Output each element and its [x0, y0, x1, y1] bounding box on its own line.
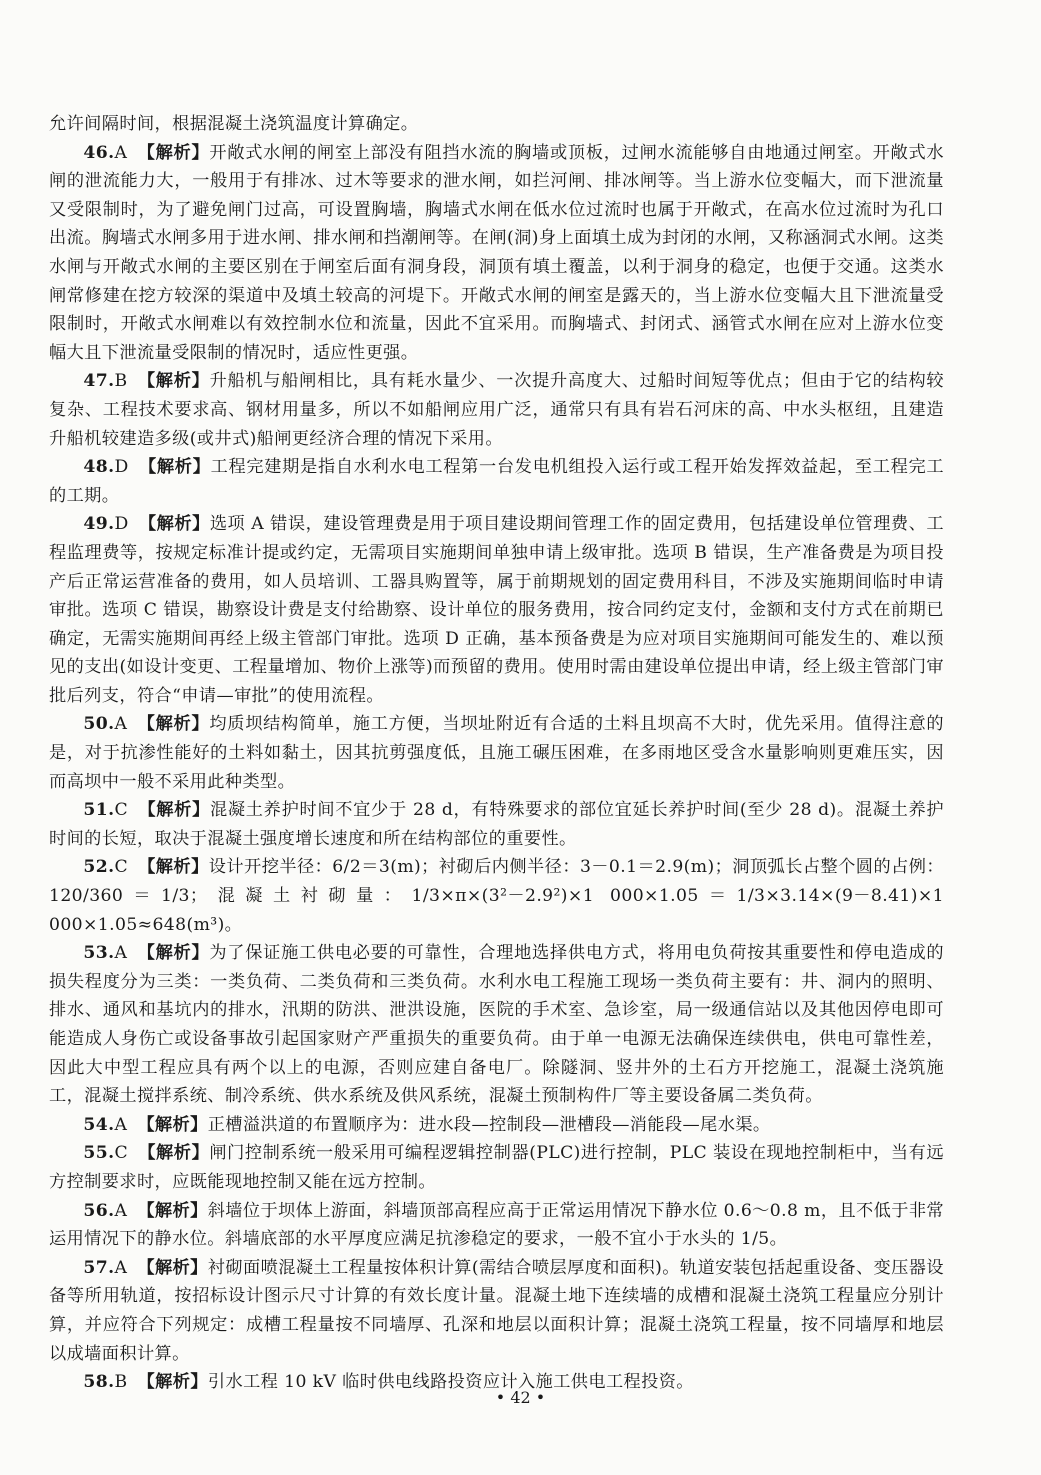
analysis-tag [139, 457, 211, 477]
analysis-bracket-open: 【 [137, 1372, 156, 1393]
analysis-bracket-open: 【 [138, 857, 156, 878]
answer-letter: D [114, 457, 129, 478]
analysis-bracket-open: 【 [138, 457, 157, 478]
question-number: 55. [83, 1143, 115, 1164]
question-number: 52. [83, 857, 115, 878]
analysis-label: 解析 [156, 1143, 192, 1164]
answer-item [49, 1254, 944, 1368]
analysis-tag [138, 800, 210, 820]
explanation-text: 正槽溢洪道的布置顺序为：进水段—控制段—泄槽段—消能段—尾水渠。 [207, 1114, 771, 1135]
explanation-text: 为了保证施工供电必要的可靠性，合理地选择供电方式，将用电负荷按其重要性和停电造成的损失程度分为三类：一类负荷、二类负荷和三类负荷。水利水电工程施工现场一类负荷主要有：井、洞内的照明、排水、通风和基坑内的排水，汛期的防洪、泄洪设施，医院的手术室、急诊室，局一级通信站以及其他因停电即可能造成人身伤亡或设备事故引起国家财产严重损失的重要负荷。由于单一电源无法确保连续供电，供电可靠性差，因此大中型工程应具有两个以上的电源，否则应建自备电厂。除隧洞、竖井外的土石方开挖施工，混凝土浇筑施工，混凝土搅拌系统、制冷系统、供水系统及供风系统，混凝土预制构件厂等主要设备属二类负荷。 [49, 943, 944, 1107]
intro-line: 允许间隔时间，根据混凝土浇筑温度计算确定。 [49, 114, 419, 134]
answer-item [49, 796, 944, 853]
analysis-tag [138, 857, 209, 877]
analysis-tag [137, 143, 209, 163]
answer-letter: A [114, 943, 128, 964]
analysis-bracket-close: 】 [191, 371, 210, 392]
analysis-label: 解析 [156, 514, 193, 535]
analysis-bracket-open: 【 [138, 1143, 157, 1164]
explanation-text: 设计开挖半径：6/2＝3(m)；衬砌后内侧半径：3－0.1＝2.9(m)；洞顶弧长占整个圆的占例：120/360＝1/3；混凝土衬砌量：1/3×π×(3²－2.9²)×1 000×1.05＝1/3×3.14×(9－8.41)×1 000×1.05≈648(m³)。 [49, 857, 944, 935]
answer-item [49, 853, 944, 939]
analysis-label: 解析 [155, 857, 192, 878]
answer-letter: D [114, 514, 129, 535]
answer-letter: B [114, 1372, 128, 1393]
answer-item [49, 367, 944, 453]
question-number: 49. [83, 514, 115, 535]
answer-letter: C [114, 1143, 129, 1164]
analysis-label: 解析 [155, 714, 192, 735]
question-number: 58. [83, 1372, 115, 1393]
answer-letter: A [114, 714, 128, 735]
analysis-label: 解析 [156, 800, 193, 821]
analysis-bracket-close: 】 [191, 714, 210, 735]
analysis-label: 解析 [156, 457, 193, 478]
analysis-bracket-close: 】 [191, 857, 209, 878]
question-number: 50. [83, 714, 115, 735]
explanation-text: 选项 A 错误，建设管理费是用于项目建设期间管理工作的固定费用，包括建设单位管理费、工程监理费等，按规定标准计提或约定，无需项目实施期间单独申请上级审批。选项 B 错误，生产准备费是为项目投产后正常运营准备的费用，如人员培训、工器具购置等，属于前期规划的固定费用科目，不涉及实施期间临时申请审批。选项 C 错误，勘察设计费是支付给勘察、设计单位的服务费用，按合同约定支付，金额和支付方式在前期已确定，无需实施期间再经上级主管部门审批。选项 D 正确，基本预备费是为应对项目实施期间可能发生的、难以预见的支出(如设计变更、工程量增加、物价上涨等)而预留的费用。使用时需由建设单位提出申请，经上级主管部门审批后列支，符合“申请—审批”的使用流程。 [49, 514, 944, 706]
question-number: 46. [83, 142, 115, 163]
question-number: 47. [83, 371, 115, 392]
analysis-tag [137, 1115, 207, 1135]
analysis-bracket-close: 】 [190, 1200, 208, 1221]
analysis-bracket-open: 【 [137, 142, 156, 163]
answer-item [49, 710, 944, 796]
answer-letter: A [114, 142, 128, 163]
analysis-bracket-close: 】 [191, 142, 210, 163]
analysis-label: 解析 [154, 1114, 191, 1135]
answer-item [49, 1111, 944, 1140]
question-number: 51. [83, 800, 115, 821]
analysis-bracket-open: 【 [137, 1257, 155, 1278]
question-number: 56. [83, 1200, 115, 1221]
explanation-text: 闸门控制系统一般采用可编程逻辑控制器(PLC)进行控制，PLC 装设在现地控制柜中，当有远方控制要求时，应既能现地控制又能在远方控制。 [49, 1143, 944, 1192]
answer-item [49, 139, 944, 368]
explanation-text: 开敞式水闸的闸室上部没有阻挡水流的胸墙或顶板，过闸水流能够自由地通过闸室。开敞式水闸的泄流能力大，一般用于有排冰、过木等要求的泄水闸，如拦河闸、排冰闸等。当上游水位变幅大，而下泄流量又受限制时，为了避免闸门过高，可设置胸墙，胸墙式水闸在低水位过流时也属于开敞式，在高水位过流时为孔口出流。胸墙式水闸多用于进水闸、排水闸和挡潮闸等。在闸(洞)身上面填土成为封闭的水闸，又称涵洞式水闸。这类水闸与开敞式水闸的主要区别在于闸室后面有洞身段，洞顶有填土覆盖，以利于洞身的稳定，也便于交通。这类水闸常修建在挖方较深的渠道中及填土较高的河堤下。开敞式水闸的闸室是露天的，当上游水位变幅大且下泄流量受限制时，开敞式水闸难以有效控制水位和流量，因此不宜采用。而胸墙式、封闭式、涵管式水闸在应对上游水位变幅大且下泄流量受限制的情况时，适应性更强。 [49, 142, 944, 363]
analysis-bracket-open: 【 [138, 514, 157, 535]
analysis-tag [139, 514, 210, 534]
analysis-bracket-open: 【 [137, 943, 156, 964]
analysis-label: 解析 [155, 371, 192, 392]
explanation-text: 衬砌面喷混凝土工程量按体积计算(需结合喷层厚度和面积)。轨道安装包括起重设备、变压器设备等所用轨道，按招标设计图示尺寸计算的有效长度计量。混凝土地下连续墙的成槽和混凝土浇筑工程量应分别计算，并应符合下列规定：成槽工程量按不同墙厚、孔深和地层以面积计算；混凝土浇筑工程量，按不同墙厚和地层以成墙面积计算。 [49, 1257, 944, 1364]
answer-letter: A [114, 1114, 128, 1135]
analysis-bracket-open: 【 [137, 1114, 155, 1135]
explanation-text: 工程完建期是指自水利水电工程第一台发电机组投入运行或工程开始发挥效益起，至工程完工的工期。 [49, 457, 944, 506]
explanation-text: 斜墙位于坝体上游面，斜墙顶部高程应高于正常运用情况下静水位 0.6～0.8 m，且不低于非常运用情况下的静水位。斜墙底部的水平厚度应满足抗渗稳定的要求，一般不宜小于水头的 1/5。 [49, 1200, 944, 1250]
analysis-tag [138, 1143, 209, 1163]
answer-item [49, 510, 944, 710]
analysis-bracket-close: 】 [190, 1372, 208, 1393]
answer-item [49, 1197, 944, 1254]
answer-letter: B [114, 371, 128, 392]
analysis-tag [137, 943, 209, 963]
question-number: 53. [83, 943, 115, 964]
analysis-tag [137, 1258, 207, 1278]
analysis-bracket-open: 【 [137, 714, 156, 735]
answer-item [49, 939, 944, 1111]
question-number: 57. [83, 1257, 115, 1278]
question-number: 54. [83, 1114, 115, 1135]
explanation-text: 均质坝结构简单，施工方便，当坝址附近有合适的土料且坝高不大时，优先采用。值得注意的是，对于抗渗性能好的土料如黏土，因其抗剪强度低，且施工碾压困难，在多雨地区受含水量影响则更难压实，因而高坝中一般不采用此种类型。 [49, 714, 944, 792]
analysis-label: 解析 [154, 1200, 191, 1221]
analysis-label: 解析 [155, 142, 192, 163]
question-number: 48. [83, 457, 115, 478]
analysis-bracket-close: 】 [190, 1114, 208, 1135]
analysis-bracket-close: 】 [191, 1143, 210, 1164]
analysis-bracket-open: 【 [137, 371, 156, 392]
explanation-text: 引水工程 10 kV 临时供电线路投资应计入施工供电工程投资。 [207, 1372, 694, 1393]
answer-letter: A [114, 1200, 128, 1221]
content-body [49, 110, 944, 1397]
analysis-bracket-close: 】 [192, 800, 210, 821]
answer-item [49, 1139, 944, 1196]
answer-letter: C [114, 857, 129, 878]
analysis-bracket-open: 【 [137, 1200, 155, 1221]
answer-item [49, 453, 944, 510]
explanation-text: 混凝土养护时间不宜少于 28 d，有特殊要求的部位宜延长养护时间(至少 28 d)。混凝土养护时间的长短，取决于混凝土强度增长速度和所在结构部位的重要性。 [49, 800, 944, 849]
analysis-tag [137, 714, 209, 734]
answer-letter: C [114, 800, 129, 821]
analysis-label: 解析 [154, 1257, 191, 1278]
analysis-bracket-close: 】 [191, 943, 210, 964]
analysis-label: 解析 [155, 943, 192, 964]
analysis-tag [137, 1201, 207, 1221]
analysis-bracket-close: 】 [192, 457, 211, 478]
analysis-bracket-open: 【 [138, 800, 157, 821]
analysis-tag [138, 371, 210, 391]
analysis-bracket-close: 】 [192, 514, 210, 535]
analysis-label: 解析 [155, 1372, 191, 1393]
analysis-bracket-close: 】 [190, 1257, 208, 1278]
answer-letter: A [114, 1257, 128, 1278]
explanation-text: 升船机与船闸相比，具有耗水量少、一次提升高度大、过船时间短等优点；但由于它的结构较复杂、工程技术要求高、钢材用量多，所以不如船闸应用广泛，通常只有具有岩石河床的高、中水头枢纽，且建造升船机较建造多级(或井式)船闸更经济合理的情况下采用。 [49, 371, 944, 449]
page-number: • 42 • [495, 1388, 546, 1407]
